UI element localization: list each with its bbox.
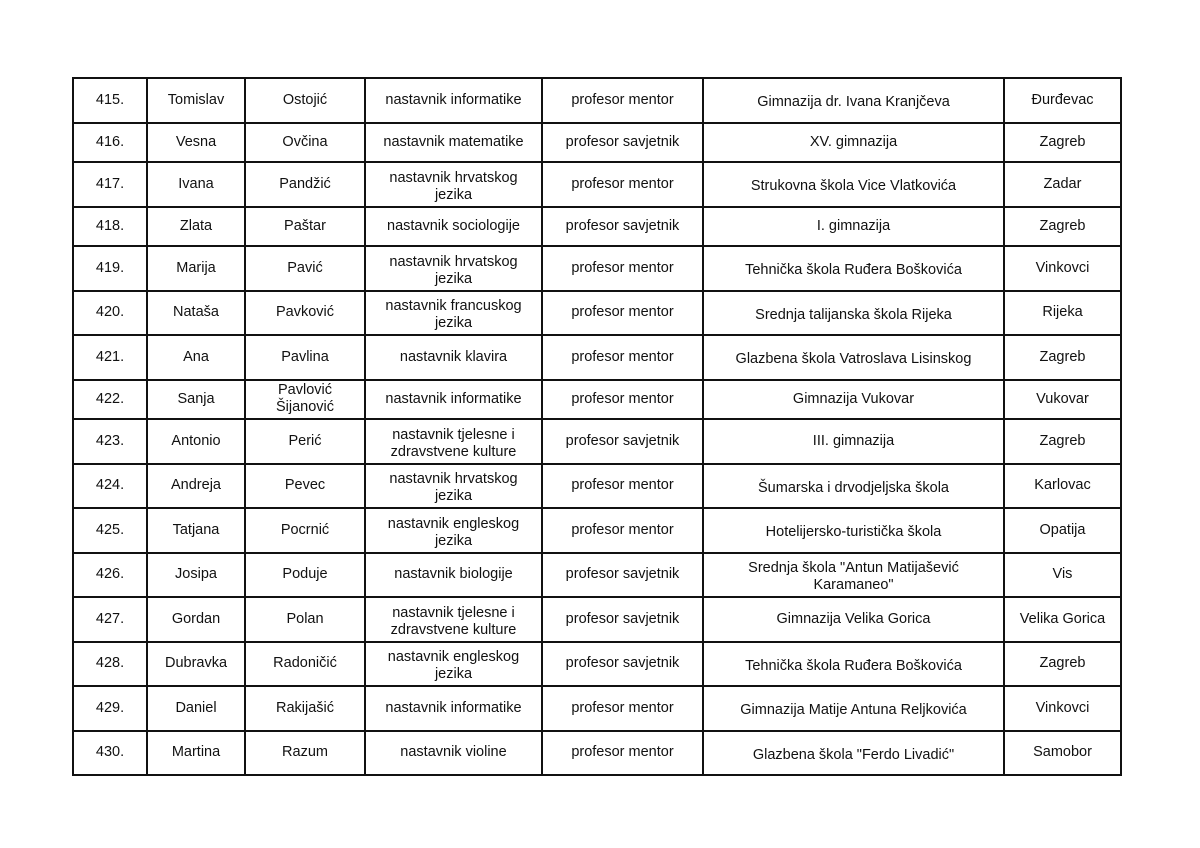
row-number-cell: 429. <box>73 686 147 731</box>
row-number-cell: 423. <box>73 419 147 464</box>
title-cell: profesor savjetnik <box>542 419 703 464</box>
first-name-cell: Tatjana <box>147 508 245 553</box>
subject-cell: nastavnik klavira <box>365 335 542 380</box>
city-cell: Samobor <box>1004 731 1121 776</box>
subject-cell: nastavnik hrvatskog jezika <box>365 162 542 207</box>
title-cell: profesor mentor <box>542 508 703 553</box>
last-name-cell: Pocrnić <box>245 508 365 553</box>
last-name-cell: Pavlina <box>245 335 365 380</box>
subject-cell: nastavnik engleskog jezika <box>365 642 542 687</box>
table-row <box>73 597 1121 642</box>
first-name-cell: Martina <box>147 731 245 776</box>
title-cell: profesor mentor <box>542 162 703 207</box>
first-name-cell: Josipa <box>147 553 245 598</box>
title-cell: profesor mentor <box>542 731 703 776</box>
table-row <box>73 686 1121 731</box>
row-number-cell: 417. <box>73 162 147 207</box>
subject-cell: nastavnik sociologije <box>365 207 542 247</box>
table-row <box>73 731 1121 776</box>
subject-cell: nastavnik informatike <box>365 686 542 731</box>
subject-cell: nastavnik tjelesne i zdravstvene kulture <box>365 597 542 642</box>
title-cell: profesor savjetnik <box>542 123 703 163</box>
row-number-cell: 416. <box>73 123 147 163</box>
city-cell: Opatija <box>1004 508 1121 553</box>
school-cell: Glazbena škola "Ferdo Livadić" <box>703 731 1004 776</box>
row-number-cell: 425. <box>73 508 147 553</box>
school-cell: Gimnazija Matije Antuna Reljkovića <box>703 686 1004 731</box>
table-row <box>73 207 1121 247</box>
first-name-cell: Zlata <box>147 207 245 247</box>
last-name-cell: Rakijašić <box>245 686 365 731</box>
city-cell: Zagreb <box>1004 419 1121 464</box>
title-cell: profesor mentor <box>542 246 703 291</box>
last-name-cell: Perić <box>245 419 365 464</box>
city-cell: Zadar <box>1004 162 1121 207</box>
last-name-cell: Radoničić <box>245 642 365 687</box>
first-name-cell: Ana <box>147 335 245 380</box>
teachers-table-body <box>73 78 1121 775</box>
row-number-cell: 430. <box>73 731 147 776</box>
title-cell: profesor savjetnik <box>542 642 703 687</box>
last-name-cell: Paštar <box>245 207 365 247</box>
school-cell: XV. gimnazija <box>703 123 1004 163</box>
first-name-cell: Nataša <box>147 291 245 336</box>
first-name-cell: Dubravka <box>147 642 245 687</box>
first-name-cell: Sanja <box>147 380 245 420</box>
table-row <box>73 419 1121 464</box>
school-cell: Srednja škola "Antun Matijašević Karamaneo" <box>703 553 1004 598</box>
school-cell: I. gimnazija <box>703 207 1004 247</box>
last-name-cell: Pandžić <box>245 162 365 207</box>
title-cell: profesor mentor <box>542 335 703 380</box>
table-row <box>73 335 1121 380</box>
row-number-cell: 428. <box>73 642 147 687</box>
row-number-cell: 415. <box>73 78 147 123</box>
row-number-cell: 420. <box>73 291 147 336</box>
school-cell: Gimnazija dr. Ivana Kranjčeva <box>703 78 1004 123</box>
row-number-cell: 426. <box>73 553 147 598</box>
subject-cell: nastavnik engleskog jezika <box>365 508 542 553</box>
first-name-cell: Tomislav <box>147 78 245 123</box>
table-row <box>73 78 1121 123</box>
title-cell: profesor savjetnik <box>542 207 703 247</box>
title-cell: profesor savjetnik <box>542 553 703 598</box>
first-name-cell: Gordan <box>147 597 245 642</box>
teachers-table <box>72 77 1122 776</box>
last-name-cell: Pavković <box>245 291 365 336</box>
row-number-cell: 422. <box>73 380 147 420</box>
first-name-cell: Andreja <box>147 464 245 509</box>
school-cell: Strukovna škola Vice Vlatkovića <box>703 162 1004 207</box>
last-name-cell: Razum <box>245 731 365 776</box>
row-number-cell: 424. <box>73 464 147 509</box>
title-cell: profesor mentor <box>542 380 703 420</box>
last-name-cell: Polan <box>245 597 365 642</box>
school-cell: Gimnazija Vukovar <box>703 380 1004 420</box>
school-cell: Gimnazija Velika Gorica <box>703 597 1004 642</box>
subject-cell: nastavnik informatike <box>365 380 542 420</box>
title-cell: profesor mentor <box>542 464 703 509</box>
row-number-cell: 421. <box>73 335 147 380</box>
table-row <box>73 246 1121 291</box>
title-cell: profesor mentor <box>542 686 703 731</box>
school-cell: Šumarska i drvodjeljska škola <box>703 464 1004 509</box>
subject-cell: nastavnik francuskog jezika <box>365 291 542 336</box>
city-cell: Vinkovci <box>1004 686 1121 731</box>
table-row <box>73 380 1121 420</box>
last-name-cell: Pavlović Šijanović <box>245 380 365 420</box>
school-cell: III. gimnazija <box>703 419 1004 464</box>
city-cell: Zagreb <box>1004 335 1121 380</box>
subject-cell: nastavnik informatike <box>365 78 542 123</box>
row-number-cell: 419. <box>73 246 147 291</box>
table-row <box>73 508 1121 553</box>
subject-cell: nastavnik hrvatskog jezika <box>365 464 542 509</box>
subject-cell: nastavnik violine <box>365 731 542 776</box>
city-cell: Zagreb <box>1004 207 1121 247</box>
first-name-cell: Daniel <box>147 686 245 731</box>
table-row <box>73 464 1121 509</box>
city-cell: Karlovac <box>1004 464 1121 509</box>
city-cell: Vis <box>1004 553 1121 598</box>
city-cell: Đurđevac <box>1004 78 1121 123</box>
school-cell: Hotelijersko-turistička škola <box>703 508 1004 553</box>
table-row <box>73 291 1121 336</box>
table-row <box>73 123 1121 163</box>
school-cell: Srednja talijanska škola Rijeka <box>703 291 1004 336</box>
subject-cell: nastavnik tjelesne i zdravstvene kulture <box>365 419 542 464</box>
first-name-cell: Ivana <box>147 162 245 207</box>
city-cell: Velika Gorica <box>1004 597 1121 642</box>
last-name-cell: Poduje <box>245 553 365 598</box>
last-name-cell: Pevec <box>245 464 365 509</box>
last-name-cell: Ostojić <box>245 78 365 123</box>
table-row <box>73 553 1121 598</box>
city-cell: Zagreb <box>1004 123 1121 163</box>
school-cell: Glazbena škola Vatroslava Lisinskog <box>703 335 1004 380</box>
row-number-cell: 418. <box>73 207 147 247</box>
last-name-cell: Ovčina <box>245 123 365 163</box>
city-cell: Vinkovci <box>1004 246 1121 291</box>
city-cell: Vukovar <box>1004 380 1121 420</box>
table-row <box>73 162 1121 207</box>
city-cell: Zagreb <box>1004 642 1121 687</box>
subject-cell: nastavnik matematike <box>365 123 542 163</box>
subject-cell: nastavnik hrvatskog jezika <box>365 246 542 291</box>
title-cell: profesor savjetnik <box>542 597 703 642</box>
city-cell: Rijeka <box>1004 291 1121 336</box>
row-number-cell: 427. <box>73 597 147 642</box>
subject-cell: nastavnik biologije <box>365 553 542 598</box>
first-name-cell: Marija <box>147 246 245 291</box>
first-name-cell: Vesna <box>147 123 245 163</box>
last-name-cell: Pavić <box>245 246 365 291</box>
title-cell: profesor mentor <box>542 291 703 336</box>
title-cell: profesor mentor <box>542 78 703 123</box>
school-cell: Tehnička škola Ruđera Boškovića <box>703 642 1004 687</box>
table-row <box>73 642 1121 687</box>
first-name-cell: Antonio <box>147 419 245 464</box>
school-cell: Tehnička škola Ruđera Boškovića <box>703 246 1004 291</box>
